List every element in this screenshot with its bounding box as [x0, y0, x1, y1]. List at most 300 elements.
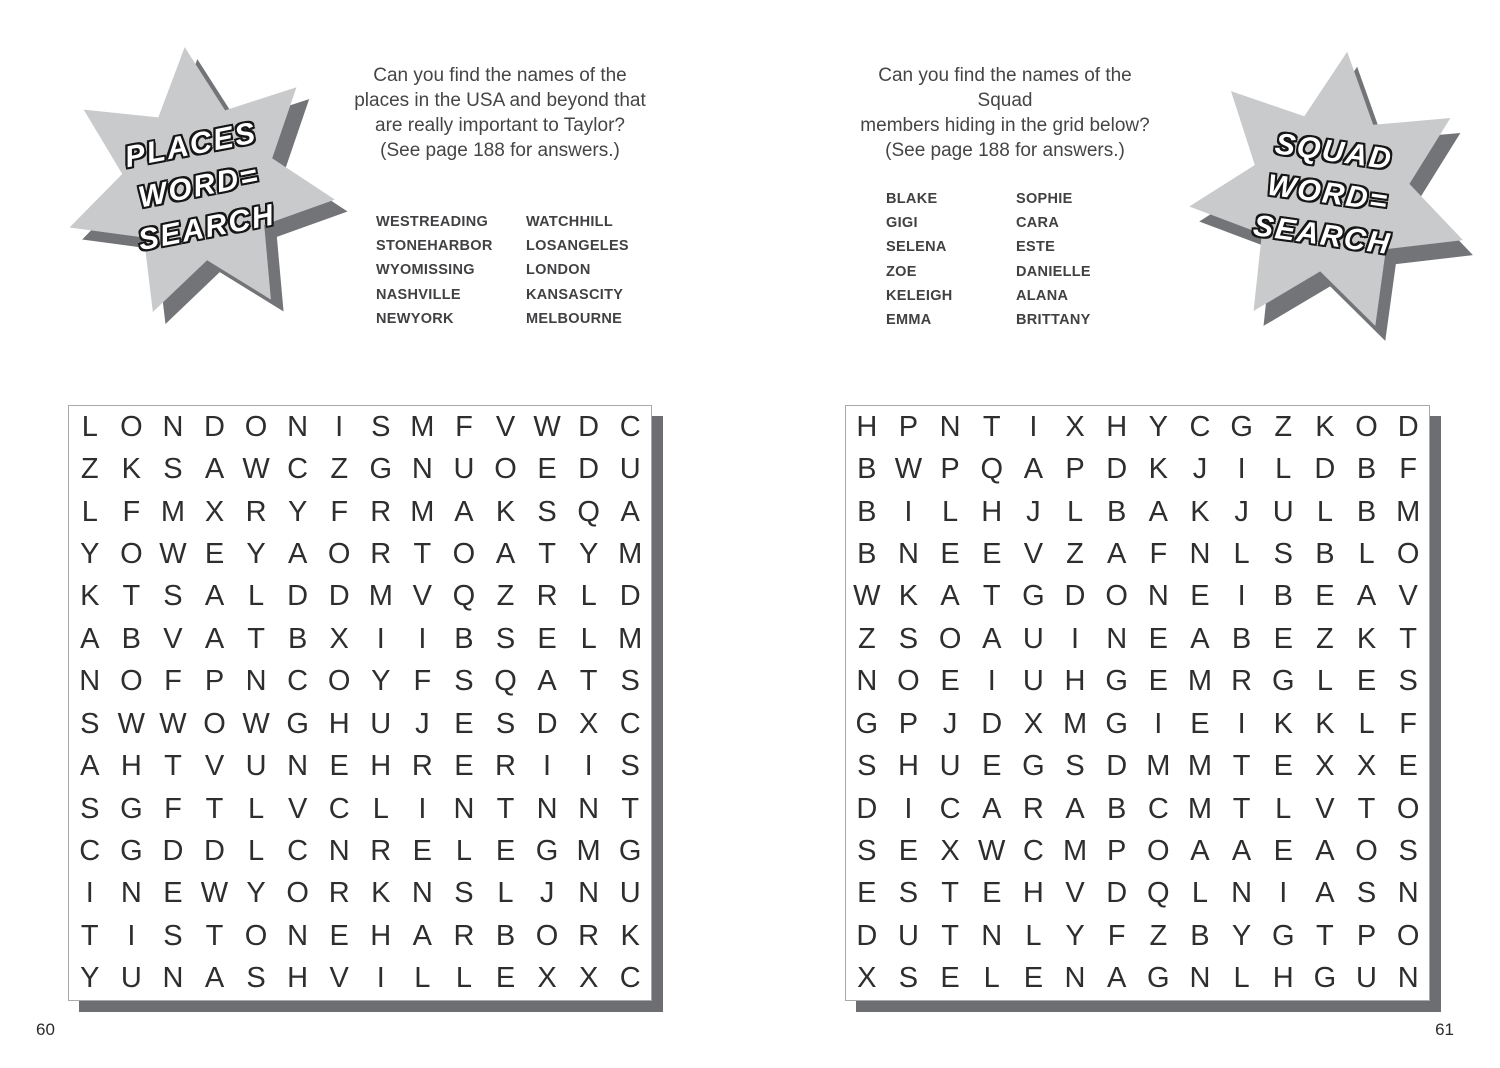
grid-letter: Q	[577, 495, 600, 528]
grid-letter: F	[1399, 707, 1418, 740]
grid-letter: I	[543, 750, 552, 783]
grid-letter: S	[246, 962, 266, 995]
grid-letter: B	[1190, 919, 1210, 952]
badge-line: WORD=	[135, 158, 263, 215]
grid-letter: T	[538, 537, 556, 570]
grid-letter: E	[454, 750, 474, 783]
grid-letter: A	[1190, 834, 1210, 867]
grid-letter: R	[1022, 792, 1044, 825]
grid-letter: D	[204, 834, 225, 867]
word-item: LONDON	[526, 262, 591, 279]
word-list-column	[1016, 187, 1091, 332]
grid-letter: K	[1190, 495, 1210, 528]
grid-letter: K	[121, 453, 142, 486]
grid-letter: Z	[80, 453, 99, 486]
grid-letter: L	[455, 962, 472, 995]
grid-letter: T	[1232, 792, 1251, 825]
grid-letter: S	[898, 877, 919, 910]
grid-letter: J	[942, 707, 958, 740]
grid-letter: F	[164, 665, 182, 698]
grid-letter: B	[1231, 622, 1252, 655]
word-item: BLAKE	[886, 191, 938, 207]
grid-letter: U	[619, 877, 641, 910]
grid-letter: E	[940, 665, 960, 698]
grid-letter: L	[983, 962, 1000, 995]
grid-letter: L	[1066, 495, 1084, 528]
grid-letter: O	[938, 622, 962, 655]
grid-letter: K	[371, 877, 391, 910]
grid-letter: Z	[1066, 537, 1084, 570]
grid-letter: Y	[1148, 410, 1168, 443]
grid-letter: P	[940, 453, 960, 486]
grid-letter: S	[857, 834, 877, 867]
grid-letter: D	[536, 707, 558, 740]
grid-letter: S	[454, 665, 474, 698]
grid-letter: T	[1357, 792, 1376, 825]
grid-letter: A	[1106, 962, 1127, 995]
grid-letter: J	[1192, 453, 1208, 486]
grid-letter: H	[370, 919, 392, 952]
grid-letter: A	[1356, 580, 1377, 613]
grid-letter: I	[1237, 707, 1246, 740]
word-item: WESTREADING	[376, 214, 489, 230]
grid-letter: E	[1273, 622, 1293, 655]
grid-letter: C	[619, 410, 641, 443]
page-number-right: 61	[1435, 1020, 1454, 1039]
grid-letter: E	[940, 962, 960, 995]
word-item: CARA	[1016, 215, 1060, 232]
grid-letter: X	[1023, 707, 1044, 740]
grid-letter: X	[1356, 750, 1377, 783]
grid-letter: F	[1399, 453, 1418, 486]
grid-letter: H	[1272, 962, 1294, 995]
grid-letter: S	[898, 962, 919, 995]
grid-letter: E	[537, 622, 557, 655]
grid-letter: U	[245, 750, 267, 783]
word-item: NASHVILLE	[376, 286, 461, 303]
grid-letter: I	[335, 410, 344, 443]
grid-letter: I	[1154, 707, 1163, 740]
grid-letter: B	[495, 919, 516, 952]
grid-letter: L	[497, 877, 514, 910]
grid-letter: X	[1065, 410, 1085, 443]
grid-letter: N	[287, 750, 309, 783]
grid-letter: Z	[330, 453, 349, 486]
grid-letter: S	[620, 750, 640, 783]
grid-letter: D	[1106, 750, 1128, 783]
word-item: ALANA	[1016, 287, 1069, 304]
grid-letter: M	[1187, 792, 1213, 825]
grid-letter: I	[1029, 410, 1038, 443]
grid-letter: U	[120, 962, 142, 995]
grid-letter: K	[1315, 707, 1335, 740]
grid-letter: A	[412, 919, 433, 952]
grid-letter: O	[203, 707, 226, 740]
grid-letter: K	[1273, 707, 1293, 740]
grid-letter: L	[1358, 537, 1375, 570]
grid-letter: O	[1355, 410, 1378, 443]
word-item: LOSANGELES	[526, 238, 629, 255]
grid-letter: H	[1022, 877, 1044, 910]
grid-letter: L	[1191, 877, 1209, 910]
grid-letter: S	[537, 495, 557, 528]
grid-letter: C	[1147, 792, 1169, 825]
grid-letter: X	[940, 834, 960, 867]
grid-letter: A	[204, 453, 225, 486]
badge-line: PLACES	[122, 116, 260, 175]
grid-letter: L	[414, 962, 431, 995]
grid-letter: T	[982, 580, 1001, 613]
grid-letter: J	[539, 877, 555, 910]
grid-letter: W	[200, 877, 229, 910]
places-wordsearch-star-badge	[48, 34, 350, 340]
instruction-line: Can you find the names of the Squad	[878, 65, 1132, 111]
badge-line: SEARCH	[1251, 209, 1394, 262]
grid-letter: V	[1315, 792, 1335, 825]
grid-letter: B	[287, 622, 308, 655]
squad-wordsearch-grid	[845, 405, 1430, 1001]
grid-letter: K	[620, 919, 640, 952]
grid-letter: D	[204, 410, 225, 443]
grid-letter: B	[1315, 537, 1335, 570]
grid-letter: N	[1147, 580, 1169, 613]
grid-letter: H	[897, 750, 919, 783]
grid-letter: A	[982, 792, 1002, 825]
grid-letter: X	[329, 622, 349, 655]
grid-letter: D	[1397, 410, 1419, 443]
grid-letter: J	[1026, 495, 1041, 528]
grid-letter: T	[1399, 622, 1418, 655]
grid-letter: G	[535, 834, 559, 867]
grid-letter: A	[454, 495, 474, 528]
grid-letter: Y	[80, 537, 100, 570]
grid-letter: D	[856, 919, 878, 952]
word-item: SOPHIE	[1016, 191, 1073, 207]
grid-letter: K	[1315, 410, 1335, 443]
grid-letter: E	[1273, 834, 1293, 867]
grid-letter: O	[120, 410, 143, 443]
grid-letter: I	[1070, 622, 1080, 655]
grid-letter: I	[1237, 453, 1246, 486]
grid-letter: L	[580, 580, 597, 613]
grid-letter: J	[1234, 495, 1249, 528]
grid-letter: S	[1398, 834, 1418, 867]
grid-letter: T	[1316, 919, 1334, 952]
grid-letter: Y	[1065, 919, 1085, 952]
grid-letter: N	[1064, 962, 1086, 995]
page-number-left: 60	[36, 1020, 55, 1039]
grid-letter: W	[242, 707, 270, 740]
badge-line: SEARCH	[135, 198, 279, 258]
word-item: MELBOURNE	[526, 310, 623, 327]
word-item: KANSASCITY	[526, 286, 624, 303]
grid-letter: K	[495, 495, 516, 528]
grid-letter: A	[537, 665, 557, 698]
word-list-column	[526, 210, 629, 331]
grid-letter: C	[939, 792, 961, 825]
grid-letter: N	[536, 792, 558, 825]
grid-letter: U	[1272, 495, 1294, 528]
instruction-line: Can you find the names of the	[373, 65, 627, 86]
grid-letter: S	[1356, 877, 1377, 910]
grid-letter: E	[1273, 750, 1293, 783]
grid-letter: W	[533, 410, 561, 443]
grid-letter: B	[121, 622, 142, 655]
word-item: NEWYORK	[376, 310, 454, 327]
grid-letter: B	[1356, 453, 1377, 486]
grid-letter: S	[1398, 665, 1418, 698]
grid-letter: S	[1065, 750, 1085, 783]
grid-letter: U	[1022, 665, 1044, 698]
grid-letter: I	[904, 495, 913, 528]
grid-letter: R	[370, 537, 392, 570]
grid-letter: L	[247, 580, 265, 613]
grid-letter: O	[327, 665, 351, 698]
grid-letter: D	[981, 707, 1003, 740]
grid-letter: D	[1314, 453, 1336, 486]
grid-letter: V	[163, 622, 183, 655]
grid-letter: A	[1315, 877, 1335, 910]
grid-letter: P	[204, 665, 225, 698]
grid-letter: I	[987, 665, 996, 698]
grid-letter: F	[1149, 537, 1168, 570]
grid-letter: O	[286, 877, 309, 910]
grid-letter: O	[1396, 537, 1420, 570]
grid-letter: F	[330, 495, 349, 528]
grid-letter: G	[120, 792, 143, 825]
grid-letter: V	[1023, 537, 1044, 570]
grid-letter: D	[328, 580, 350, 613]
grid-letter: A	[940, 580, 960, 613]
badge-line: SQUAD	[1273, 127, 1395, 177]
grid-letter: A	[204, 962, 225, 995]
grid-letter: T	[247, 622, 265, 655]
grid-letter: H	[1106, 410, 1128, 443]
grid-letter: U	[1356, 962, 1377, 995]
grid-letter: I	[127, 919, 136, 952]
grid-letter: L	[247, 792, 265, 825]
grid-letter: G	[1022, 750, 1045, 783]
grid-letter: I	[1279, 877, 1288, 910]
grid-letter: B	[857, 453, 877, 486]
grid-letter: B	[454, 622, 474, 655]
grid-letter: Z	[857, 622, 876, 655]
grid-letter: E	[940, 537, 960, 570]
grid-letter: T	[1232, 750, 1251, 783]
grid-letter: N	[287, 919, 309, 952]
grid-letter: T	[579, 665, 598, 698]
grid-letter: D	[619, 580, 641, 613]
word-item: DANIELLE	[1016, 263, 1091, 280]
grid-letter: W	[117, 707, 146, 740]
instruction-line: are really important to Taylor?	[375, 115, 625, 136]
grid-letter: S	[163, 919, 183, 952]
grid-letter: S	[495, 707, 516, 740]
grid-letter: M	[410, 410, 435, 443]
grid-letter: L	[1233, 962, 1250, 995]
grid-letter: D	[578, 410, 600, 443]
grid-letter: I	[85, 877, 94, 910]
grid-letter: L	[1316, 495, 1333, 528]
grid-letter: I	[418, 792, 427, 825]
grid-letter: N	[1189, 537, 1211, 570]
grid-letter: D	[1106, 453, 1128, 486]
word-list-column	[886, 187, 1016, 332]
grid-letter: G	[618, 834, 642, 867]
grid-letter: C	[1022, 834, 1044, 867]
grid-letter: B	[1356, 495, 1377, 528]
grid-letter: R	[495, 750, 516, 783]
grid-letter: R	[411, 750, 433, 783]
grid-letter: N	[981, 919, 1003, 952]
grid-letter: S	[163, 580, 183, 613]
grid-letter: A	[1065, 792, 1085, 825]
grid-letter: A	[1106, 537, 1127, 570]
instruction-line: (See page 188 for answers.)	[380, 140, 620, 161]
grid-letter: B	[1273, 580, 1293, 613]
grid-letter: L	[1358, 707, 1375, 740]
grid-letter: T	[205, 919, 224, 952]
grid-letter: C	[328, 792, 350, 825]
grid-letter: T	[941, 877, 959, 910]
grid-letter: S	[495, 622, 516, 655]
grid-letter: S	[857, 750, 877, 783]
grid-letter: O	[120, 665, 143, 698]
grid-letter: S	[454, 877, 474, 910]
grid-letter: O	[1105, 580, 1128, 613]
grid-letter: Z	[1274, 410, 1293, 443]
grid-letter: X	[537, 962, 557, 995]
grid-letter: G	[286, 707, 309, 740]
grid-letter: O	[1396, 919, 1420, 952]
grid-letter: G	[120, 834, 143, 867]
grid-letter: N	[287, 410, 309, 443]
instruction-line: places in the USA and beyond that	[354, 90, 646, 111]
grid-letter: W	[978, 834, 1006, 867]
grid-letter: A	[1148, 495, 1168, 528]
grid-letter: U	[619, 453, 641, 486]
grid-letter: X	[857, 962, 877, 995]
grid-letter: B	[1106, 792, 1127, 825]
grid-letter: N	[411, 453, 433, 486]
grid-letter: M	[618, 537, 643, 570]
grid-letter: T	[621, 792, 640, 825]
grid-letter: G	[1230, 410, 1253, 443]
grid-letter: D	[856, 792, 878, 825]
grid-letter: K	[80, 580, 100, 613]
grid-letter: I	[1237, 580, 1246, 613]
grid-letter: N	[1231, 877, 1253, 910]
grid-letter: N	[245, 665, 267, 698]
grid-letter: V	[204, 750, 225, 783]
grid-letter: T	[413, 537, 432, 570]
grid-letter: O	[244, 410, 268, 443]
word-item: KELEIGH	[886, 287, 953, 304]
grid-letter: W	[894, 453, 923, 486]
grid-letter: L	[1275, 792, 1292, 825]
grid-letter: M	[368, 580, 393, 613]
grid-letter: E	[1190, 580, 1210, 613]
grid-letter: R	[1231, 665, 1253, 698]
grid-letter: R	[245, 495, 267, 528]
grid-letter: W	[853, 580, 881, 613]
grid-letter: N	[453, 792, 475, 825]
grid-letter: C	[79, 834, 101, 867]
grid-letter: C	[287, 453, 309, 486]
grid-letter: E	[495, 962, 516, 995]
grid-letter: N	[1106, 622, 1128, 655]
grid-letter: X	[204, 495, 225, 528]
grid-letter: V	[329, 962, 349, 995]
grid-letter: P	[1065, 453, 1085, 486]
grid-letter: D	[1064, 580, 1086, 613]
word-list-column	[376, 210, 526, 331]
word-item: SELENA	[886, 239, 947, 256]
word-item: BRITTANY	[1016, 312, 1091, 329]
grid-letter: L	[580, 622, 597, 655]
grid-letter: E	[412, 834, 433, 867]
grid-letter: Z	[1149, 919, 1168, 952]
grid-letter: I	[418, 622, 427, 655]
grid-letter: X	[1315, 750, 1335, 783]
grid-letter: Y	[80, 962, 100, 995]
grid-letter: G	[369, 453, 393, 486]
grid-letter: N	[1397, 962, 1419, 995]
grid-letter: U	[453, 453, 475, 486]
grid-letter: T	[80, 919, 99, 952]
grid-letter: E	[454, 707, 474, 740]
places-wordsearch-grid	[68, 405, 652, 1001]
grid-letter: T	[205, 792, 224, 825]
grid-letter: H	[328, 707, 350, 740]
grid-letter: V	[1398, 580, 1418, 613]
grid-letter: H	[856, 410, 878, 443]
grid-letter: N	[411, 877, 433, 910]
grid-letter: L	[81, 495, 98, 528]
grid-letter: E	[329, 919, 349, 952]
grid-letter: G	[1147, 962, 1170, 995]
grid-letter: O	[327, 537, 351, 570]
grid-letter: F	[122, 495, 141, 528]
grid-letter: G	[1313, 962, 1337, 995]
grid-letter: O	[897, 665, 920, 698]
grid-letter: L	[1275, 453, 1292, 486]
grid-letter: Y	[578, 537, 599, 570]
grid-letter: Y	[246, 537, 266, 570]
grid-letter: E	[982, 537, 1002, 570]
grid-letter: P	[1106, 834, 1127, 867]
grid-letter: O	[244, 919, 268, 952]
squad-word-list	[886, 187, 1091, 332]
grid-letter: S	[80, 707, 100, 740]
grid-letter: N	[162, 962, 184, 995]
grid-letter: I	[376, 962, 385, 995]
grid-letter: P	[1356, 919, 1377, 952]
grid-letter: N	[578, 792, 600, 825]
grid-letter: M	[1062, 834, 1088, 867]
grid-letter: H	[1064, 665, 1086, 698]
grid-letter: M	[1187, 750, 1213, 783]
grid-letter: A	[204, 622, 225, 655]
badge-line: WORD=	[1265, 168, 1392, 219]
grid-letter: R	[536, 580, 558, 613]
grid-letter: H	[120, 750, 142, 783]
letter-grid	[69, 406, 651, 1000]
grid-letter: H	[981, 495, 1003, 528]
word-item: GIGI	[886, 215, 918, 232]
word-item: WATCHHILL	[526, 214, 613, 230]
grid-letter: H	[287, 962, 309, 995]
